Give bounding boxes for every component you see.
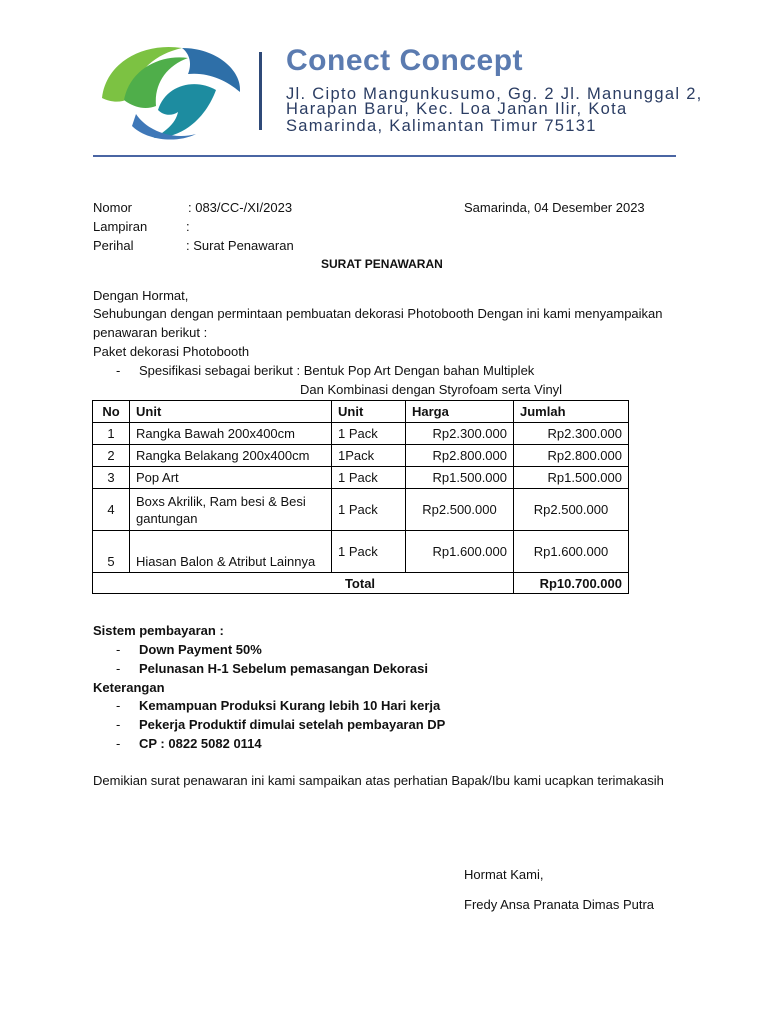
row-no: 3 bbox=[93, 467, 130, 489]
company-name: Conect Concept bbox=[286, 44, 524, 77]
address-line-1: Jl. Cipto Mangunkusumo, Gg. 2 Jl. Manunggal 2, bbox=[286, 85, 703, 103]
payment-bullet: - bbox=[116, 642, 121, 657]
row-harga: Rp2.300.000 bbox=[406, 423, 514, 445]
row-unit: 1Pack bbox=[332, 445, 406, 467]
row-item-line-1: Boxs Akrilik, Ram besi & Besi bbox=[136, 493, 306, 509]
row-jumlah: Rp1.600.000 bbox=[514, 531, 629, 573]
nomor-value: : 083/CC-/XI/2023 bbox=[188, 200, 293, 215]
row-jumlah: Rp2.300.000 bbox=[514, 423, 629, 445]
row-no: 2 bbox=[93, 445, 130, 467]
row-unit: 1 Pack bbox=[332, 531, 406, 573]
nomor-label: Nomor bbox=[93, 200, 133, 215]
payment-heading: Sistem pembayaran : bbox=[93, 623, 224, 638]
table-row bbox=[93, 423, 629, 445]
header-harga: Harga bbox=[406, 401, 514, 423]
notes-bullet: - bbox=[116, 736, 121, 751]
row-unit: 1 Pack bbox=[332, 489, 406, 531]
row-harga: Rp2.500.000 bbox=[406, 489, 514, 531]
row-jumlah: Rp2.500.000 bbox=[514, 489, 629, 531]
greeting: Dengan Hormat, bbox=[93, 288, 189, 303]
header-unit: Unit bbox=[332, 401, 406, 423]
signature-name: Fredy Ansa Pranata Dimas Putra bbox=[464, 897, 655, 912]
row-unit: 1 Pack bbox=[332, 423, 406, 445]
table-row bbox=[93, 445, 629, 467]
header-rule bbox=[93, 155, 676, 157]
row-harga: Rp2.800.000 bbox=[406, 445, 514, 467]
total-value: Rp10.700.000 bbox=[514, 573, 629, 594]
row-unit: 1 Pack bbox=[332, 467, 406, 489]
row-jumlah: Rp1.500.000 bbox=[514, 467, 629, 489]
row-no: 4 bbox=[93, 489, 130, 531]
notes-heading: Keterangan bbox=[93, 680, 165, 695]
perihal-label: Perihal bbox=[93, 238, 134, 253]
row-harga: Rp1.500.000 bbox=[406, 467, 514, 489]
row-item: Rangka Belakang 200x400cm bbox=[130, 445, 332, 467]
notes-bullet: - bbox=[116, 698, 121, 713]
package-name: Paket dekorasi Photobooth bbox=[93, 344, 250, 359]
spec-line-2: Dan Kombinasi dengan Styrofoam serta Vinyl bbox=[300, 382, 563, 397]
payment-bullet: - bbox=[116, 661, 121, 676]
notes-bullet: - bbox=[116, 717, 121, 732]
spec-bullet: - bbox=[116, 363, 121, 378]
quotation-table bbox=[92, 400, 629, 594]
table-row bbox=[93, 531, 629, 573]
closing-text: Demikian surat penawaran ini kami sampaikan atas perhatian Bapak/Ibu kami ucapkan terimakasih bbox=[93, 773, 664, 788]
row-item-line-2: gantungan bbox=[136, 510, 198, 526]
header-no: No bbox=[93, 401, 130, 423]
row-item bbox=[130, 489, 332, 531]
perihal-value: : Surat Penawaran bbox=[186, 238, 294, 253]
row-item: Hiasan Balon & Atribut Lainnya bbox=[130, 531, 332, 573]
table-row bbox=[93, 467, 629, 489]
row-no: 5 bbox=[93, 531, 130, 573]
row-no: 1 bbox=[93, 423, 130, 445]
document-title: SURAT PENAWARAN bbox=[321, 257, 443, 271]
spec-line-1: Spesifikasi sebagai berikut : Bentuk Pop Art Dengan bahan Multiplek bbox=[139, 363, 535, 378]
letterhead-divider bbox=[259, 52, 262, 130]
company-logo bbox=[96, 40, 246, 144]
table-header-row bbox=[93, 401, 629, 423]
notes-item-2: Pekerja Produktif dimulai setelah pembayaran DP bbox=[139, 717, 446, 732]
row-harga: Rp1.600.000 bbox=[406, 531, 514, 573]
place-date: Samarinda, 04 Desember 2023 bbox=[464, 200, 645, 215]
row-item: Rangka Bawah 200x400cm bbox=[130, 423, 332, 445]
payment-item-2: Pelunasan H-1 Sebelum pemasangan Dekorasi bbox=[139, 661, 428, 676]
row-jumlah: Rp2.800.000 bbox=[514, 445, 629, 467]
notes-item-1: Kemampuan Produksi Kurang lebih 10 Hari kerja bbox=[139, 698, 441, 713]
address-line-3: Samarinda, Kalimantan Timur 75131 bbox=[286, 117, 597, 135]
payment-item-1: Down Payment 50% bbox=[139, 642, 262, 657]
address-line-2: Harapan Baru, Kec. Loa Janan Ilir, Kota bbox=[286, 100, 628, 118]
lampiran-label: Lampiran bbox=[93, 219, 148, 234]
header-item: Unit bbox=[130, 401, 332, 423]
table-row bbox=[93, 489, 629, 531]
intro-line-1: Sehubungan dengan permintaan pembuatan dekorasi Photobooth Dengan ini kami menyampaikan bbox=[93, 306, 663, 321]
total-label: Total bbox=[93, 573, 514, 594]
table-total-row bbox=[93, 573, 629, 594]
row-item: Pop Art bbox=[130, 467, 332, 489]
intro-line-2: penawaran berikut : bbox=[93, 325, 208, 340]
notes-item-3: CP : 0822 5082 0114 bbox=[139, 736, 262, 751]
header-jumlah: Jumlah bbox=[514, 401, 629, 423]
lampiran-value: : bbox=[186, 219, 190, 234]
signature-salutation: Hormat Kami, bbox=[464, 867, 544, 882]
